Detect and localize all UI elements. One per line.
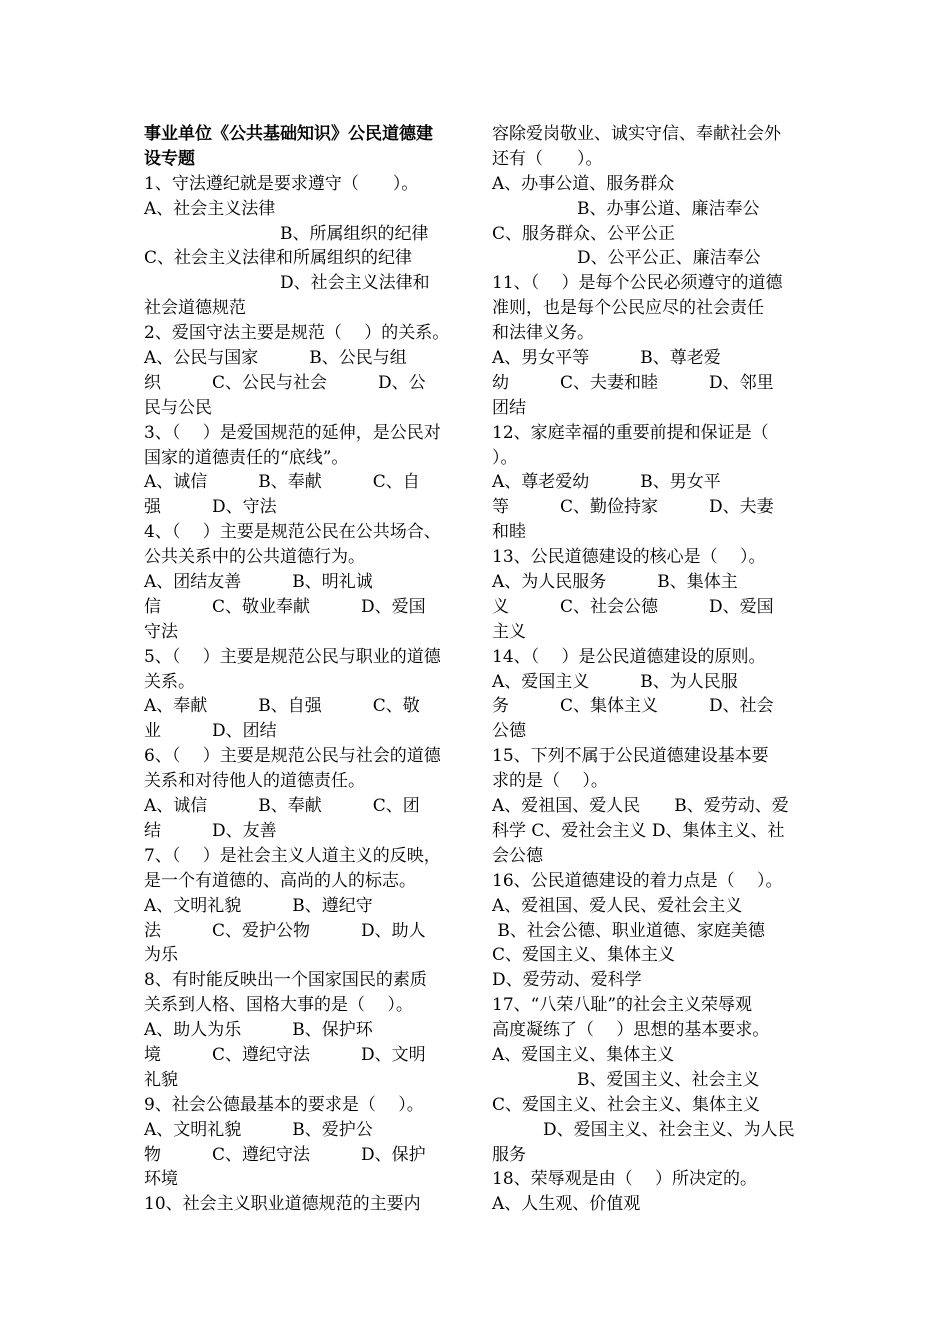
- text-line: 16、公民道德建设的着力点是（ ）。: [492, 870, 783, 891]
- text-line: 和睦: [492, 522, 526, 543]
- text-line: 10、社会主义职业道德规范的主要内: [144, 1194, 421, 1215]
- text-line: 是一个有道德的、高尚的人的标志。: [144, 870, 416, 891]
- text-line: 17、“八荣八耻”的社会主义荣辱观: [492, 995, 753, 1016]
- text-line: 准则，也是每个公民应尽的社会责任: [492, 298, 764, 319]
- text-line: 关系和对待他人的道德责任。: [144, 771, 365, 792]
- left-column: [144, 122, 460, 1217]
- text-line: 强 D、守法: [144, 497, 277, 518]
- text-line: 服务: [492, 1144, 526, 1165]
- text-line: 法 C、爱护公物 D、助人: [144, 920, 426, 941]
- text-line: 守法: [144, 621, 178, 642]
- text-line: 公德: [492, 721, 526, 742]
- right-column: [492, 122, 808, 1217]
- text-line: 6、（ ）主要是规范公民与社会的道德: [144, 746, 441, 767]
- text-line: C、爱国主义、集体主义: [492, 945, 676, 966]
- text-line: A、团结友善 B、明礼诚: [144, 572, 373, 593]
- text-line: C、爱国主义、社会主义、集体主义: [492, 1094, 761, 1115]
- text-line: 11、（ ）是每个公民必须遵守的道德: [492, 273, 783, 294]
- text-line: D、公平公正、廉洁奉公: [492, 248, 761, 269]
- text-line: 求的是（ ）。: [492, 771, 608, 792]
- text-line: 和法律义务。: [492, 323, 594, 344]
- text-line: 幼 C、夫妻和睦 D、邻里: [492, 372, 774, 393]
- text-line: 环境: [144, 1169, 178, 1190]
- text-line: 会公德: [492, 845, 543, 866]
- text-line: 13、公民道德建设的核心是（ ）。: [492, 547, 766, 568]
- text-line: 社会道德规范: [144, 298, 246, 319]
- text-line: 信 C、敬业奉献 D、爱国: [144, 596, 426, 617]
- text-line: A、文明礼貌 B、遵纪守: [144, 895, 373, 916]
- text-line: 务 C、集体主义 D、社会: [492, 696, 774, 717]
- text-line: A、人生观、价值观: [492, 1194, 641, 1215]
- text-line: C、服务群众、公平公正: [492, 223, 676, 244]
- text-line: 9、社会公德最基本的要求是（ ）。: [144, 1094, 424, 1115]
- text-line: 12、家庭幸福的重要前提和保证是（: [492, 422, 769, 443]
- text-line: A、社会主义法律: [144, 198, 276, 219]
- text-line: 8、有时能反映出一个国家国民的素质: [144, 970, 427, 991]
- text-line: B、爱国主义、社会主义: [492, 1069, 760, 1090]
- text-line: 5、（ ）主要是规范公民与职业的道德: [144, 646, 441, 667]
- text-line: A、公民与国家 B、公民与组: [144, 348, 407, 369]
- text-line: A、文明礼貌 B、爱护公: [144, 1119, 373, 1140]
- text-line: 等 C、勤俭持家 D、夫妻: [492, 497, 774, 518]
- text-line: 为乐: [144, 945, 178, 966]
- text-line: A、爱祖国、爱人民、爱社会主义: [492, 895, 743, 916]
- document-title-line-1: 事业单位《公共基础知识》公民道德建: [144, 124, 433, 144]
- text-line: 2、爱国守法主要是规范（ ）的关系。: [144, 323, 450, 344]
- text-line: 容除爱岗敬业、诚实守信、奉献社会外: [492, 124, 781, 144]
- text-line: 18、荣辱观是由（ ）所决定的。: [492, 1169, 758, 1190]
- text-line: 4、（ ）主要是规范公民在公共场合、: [144, 522, 441, 543]
- text-line: A、办事公道、服务群众: [492, 173, 675, 194]
- text-line: D、爱劳动、爱科学: [492, 970, 642, 991]
- text-line: 3、（ ）是爱国规范的延伸，是公民对: [144, 422, 441, 443]
- text-line: 关系到人格、国格大事的是（ ）。: [144, 995, 413, 1016]
- text-line: 结 D、友善: [144, 820, 277, 841]
- text-line: C、社会主义法律和所属组织的纪律: [144, 248, 413, 269]
- text-line: 境 C、遵纪守法 D、文明: [144, 1044, 426, 1065]
- text-line: A、诚信 B、奉献 C、团: [144, 796, 420, 817]
- text-line: D、爱国主义、社会主义、为人民: [492, 1119, 795, 1140]
- text-line: A、爱国主义、集体主义: [492, 1044, 675, 1065]
- text-line: 业 D、团结: [144, 721, 277, 742]
- text-line: 关系。: [144, 671, 195, 692]
- text-line: 国家的道德责任的“底线”。: [144, 447, 349, 468]
- text-line: A、爱国主义 B、为人民服: [492, 671, 738, 692]
- text-line: 7、（ ）是社会主义人道主义的反映，: [144, 845, 441, 866]
- text-line: 14、（ ）是公民道德建设的原则。: [492, 646, 766, 667]
- text-line: 织 C、公民与社会 D、公: [144, 372, 426, 393]
- text-line: 科学 C、爱社会主义 D、集体主义、社: [492, 820, 785, 841]
- text-line: D、社会主义法律和: [144, 273, 430, 294]
- text-line: B、所属组织的纪律: [144, 223, 429, 244]
- text-line: 礼貌: [144, 1069, 178, 1090]
- text-line: 高度凝练了（ ）思想的基本要求。: [492, 1020, 770, 1041]
- text-line: 1、守法遵纪就是要求遵守（ ）。: [144, 173, 419, 194]
- text-line: A、爱祖国、爱人民 B、爱劳动、爱: [492, 796, 789, 817]
- text-line: A、助人为乐 B、保护环: [144, 1020, 373, 1041]
- document-title-line-2: 设专题: [144, 148, 195, 169]
- text-line: A、尊老爱幼 B、男女平: [492, 472, 721, 493]
- text-line: 团结: [492, 397, 526, 418]
- text-line: B、办事公道、廉洁奉公: [492, 198, 760, 219]
- text-line: A、男女平等 B、尊老爱: [492, 348, 721, 369]
- text-line: B、社会公德、职业道德、家庭美德: [492, 920, 765, 941]
- text-line: 还有（ ）。: [492, 148, 603, 169]
- text-line: A、奉献 B、自强 C、敬: [144, 696, 420, 717]
- text-line: A、为人民服务 B、集体主: [492, 572, 738, 593]
- text-line: 义 C、社会公德 D、爱国: [492, 596, 774, 617]
- text-line: 15、下列不属于公民道德建设基本要: [492, 746, 769, 767]
- text-line: 物 C、遵纪守法 D、保护: [144, 1144, 426, 1165]
- text-line: 民与公民: [144, 397, 212, 418]
- text-line: 主义: [492, 621, 526, 642]
- text-line: ）。: [492, 447, 518, 468]
- text-line: A、诚信 B、奉献 C、自: [144, 472, 420, 493]
- text-line: 公共关系中的公共道德行为。: [144, 547, 365, 568]
